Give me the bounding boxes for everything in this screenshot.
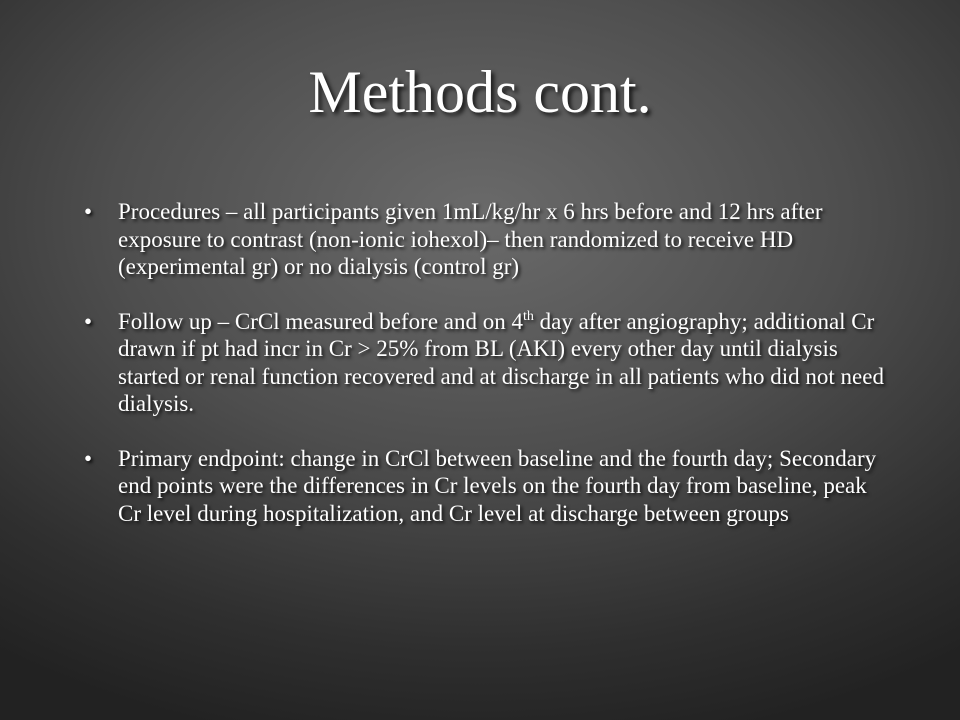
slide-title: Methods cont. [308, 59, 652, 125]
bullet-list [84, 198, 884, 554]
bullet-dot-icon: • [84, 308, 93, 334]
bullet-text: Procedures – all participants given 1mL/kg/hr x 6 hrs before and 12 hrs after exposure to contrast (non-ionic iohexol)– then randomized to receive HD (experimental gr) or no dialysis (control gr) [118, 199, 823, 279]
ordinal-superscript: th [522, 308, 534, 324]
bullet-text: Primary endpoint: change in CrCl between baseline and the fourth day; Secondary end points were the differences in Cr levels on the fourth day from baseline, peak Cr level during hospitalization, and Cr level at discharge between groups [118, 445, 877, 526]
bullet-procedures [84, 198, 884, 281]
bullet-dot-icon: • [84, 445, 93, 471]
bullet-text-part-2: day after angiography; additional Cr drawn if pt had incr in Cr > 25% from BL (AKI) every other day until dialysis started or renal function recovered and at discharge in all patients who did not need dialysis. [118, 308, 884, 416]
bullet-text-part-1: Follow up – CrCl measured before and on 4 [118, 308, 523, 334]
bullet-dot-icon: • [84, 199, 93, 224]
bullet-follow-up [84, 308, 884, 418]
bullet-primary-endpoint [84, 445, 884, 528]
